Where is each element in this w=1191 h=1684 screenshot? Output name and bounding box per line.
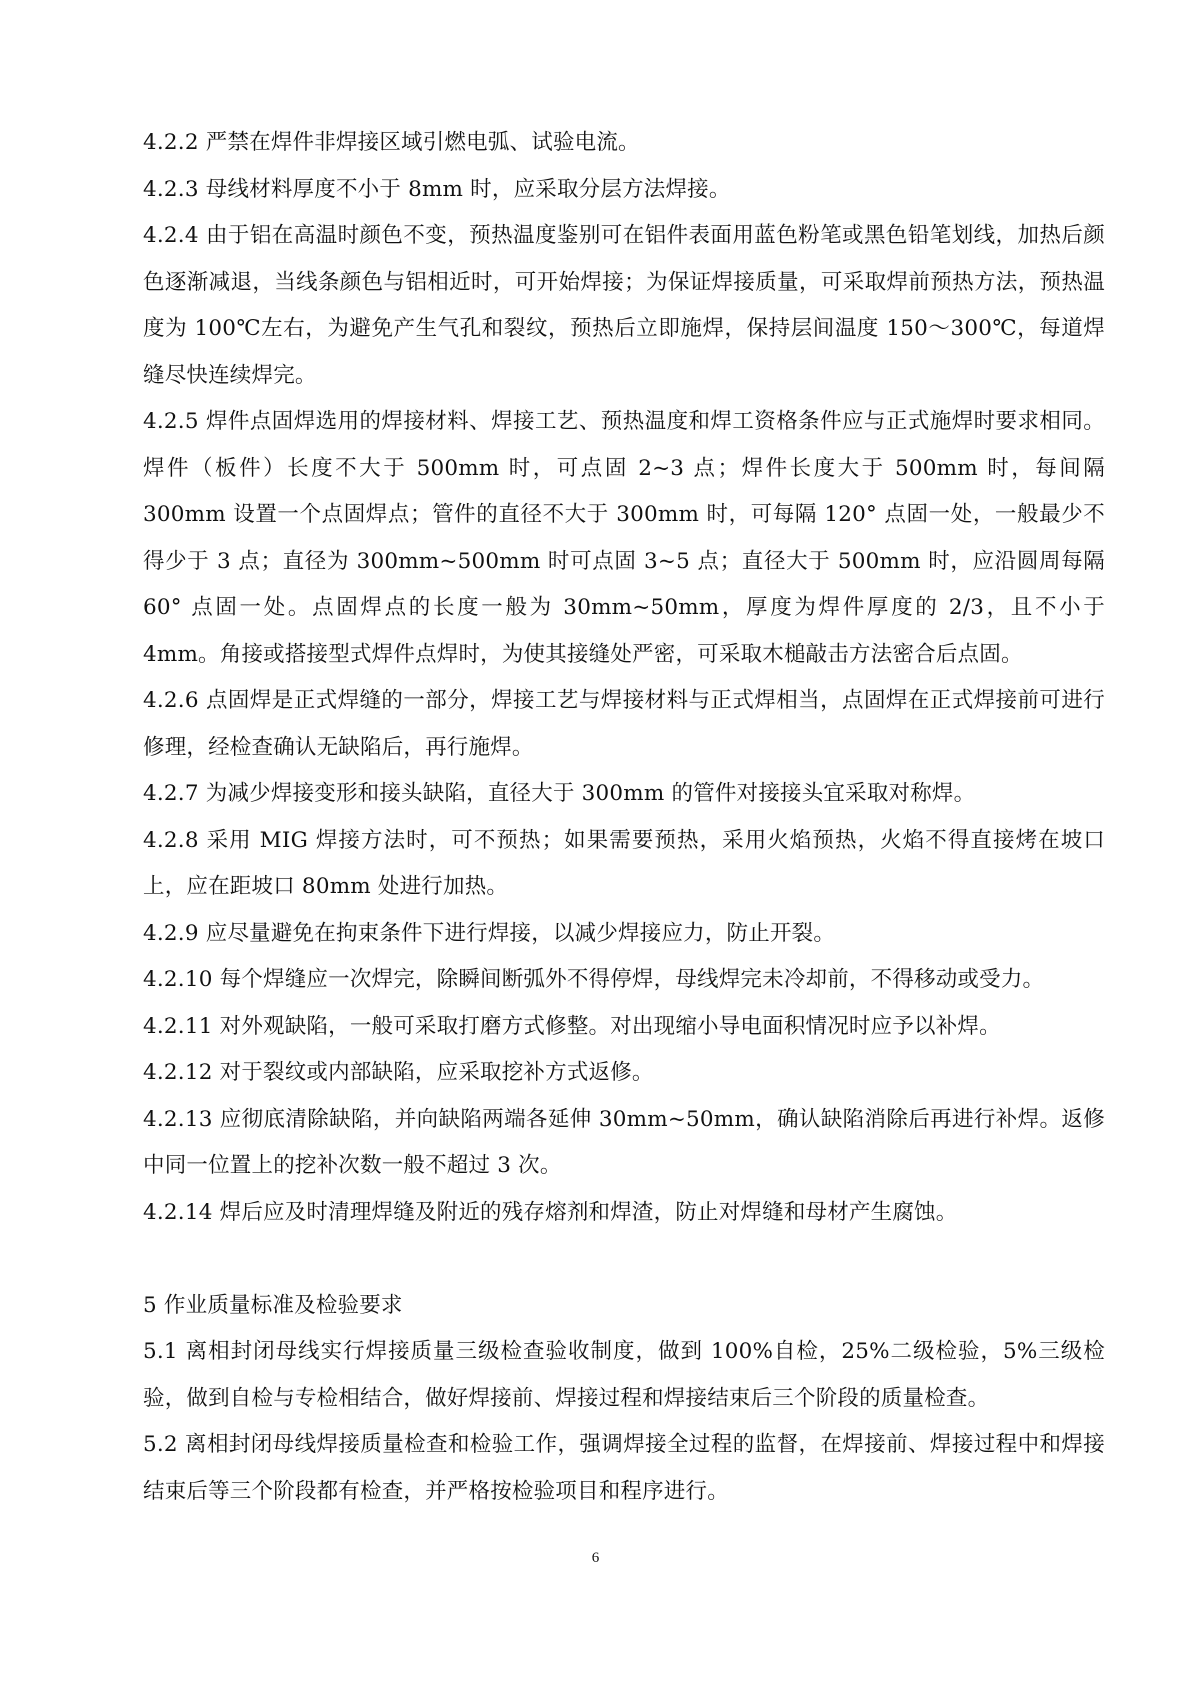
paragraph-4-2-11: 4.2.11 对外观缺陷，一般可采取打磨方式修整。对出现缩小导电面积情况时应予以补焊。 xyxy=(143,1013,1001,1039)
paragraph-5-1: 5.1 离相封闭母线实行焊接质量三级检查验收制度，做到 100%自检，25%二级检验，5%三级检验，做到自检与专检相结合，做好焊接前、焊接过程和焊接结束后三个阶段的质量检查。 xyxy=(143,1339,1105,1411)
paragraph-4-2-9: 4.2.9 应尽量避免在拘束条件下进行焊接，以减少焊接应力，防止开裂。 xyxy=(143,920,836,946)
paragraph-4-2-2: 4.2.2 严禁在焊件非焊接区域引燃电弧、试验电流。 xyxy=(143,130,640,155)
section-heading: 5 作业质量标准及检验要求 xyxy=(143,1292,403,1318)
paragraph-4-2-14: 4.2.14 焊后应及时清理焊缝及附近的残存熔剂和焊渣，防止对焊缝和母材产生腐蚀。 xyxy=(143,1199,958,1225)
paragraph-4-2-12: 4.2.12 对于裂纹或内部缺陷，应采取挖补方式返修。 xyxy=(143,1060,654,1085)
paragraph-4-2-10: 4.2.10 每个焊缝应一次焊完，除瞬间断弧外不得停焊，母线焊完未冷却前，不得移动或受力。 xyxy=(143,967,1045,992)
paragraph-4-2-8: 4.2.8 采用 MIG 焊接方法时，可不预热；如果需要预热，采用火焰预热，火焰不得直接烤在坡口上，应在距坡口 80mm 处进行加热。 xyxy=(143,827,1105,899)
document-body xyxy=(143,120,1105,1515)
page-number: 6 xyxy=(591,1550,600,1566)
paragraph-4-2-7: 4.2.7 为减少焊接变形和接头缺陷，直径大于 300mm 的管件对接接头宜采取对称焊。 xyxy=(143,781,976,806)
paragraph-4-2-3: 4.2.3 母线材料厚度不小于 8mm 时，应采取分层方法焊接。 xyxy=(143,176,731,202)
section-spacer xyxy=(143,1236,1105,1283)
paragraph-4-2-13: 4.2.13 应彻底清除缺陷，并向缺陷两端各延伸 30mm~50mm，确认缺陷消除后再进行补焊。返修中同一位置上的挖补次数一般不超过 3 次。 xyxy=(143,1106,1105,1178)
paragraph-4-2-5: 4.2.5 焊件点固焊选用的焊接材料、焊接工艺、预热温度和焊工资格条件应与正式施焊时要求相同。焊件（板件）长度不大于 500mm 时，可点固 2~3 点；焊件长度大于 500mm 时，每间隔 300mm 设置一个点固焊点；管件的直径不大于 300mm 时，可每隔 120° 点固一处，一般最少不得少于 3 点；直径为 300mm~500mm 时可点固 3~5 点；直径大于 500mm 时，应沿圆周每隔 60° 点固一处。点固焊点的长度一般为 30mm~50mm，厚度为焊件厚度的 2/3，且不小于 4mm。角接或搭接型式焊件点焊时，为使其接缝处严密，可采取木槌敲击方法密合后点固。 xyxy=(143,409,1105,667)
paragraph-4-2-6: 4.2.6 点固焊是正式焊缝的一部分，焊接工艺与焊接材料与正式焊相当，点固焊在正式焊接前可进行修理，经检查确认无缺陷后，再行施焊。 xyxy=(143,688,1105,760)
paragraph-4-2-4: 4.2.4 由于铝在高温时颜色不变，预热温度鉴别可在铝件表面用蓝色粉笔或黑色铅笔划线，加热后颜色逐渐减退，当线条颜色与铝相近时，可开始焊接；为保证焊接质量，可采取焊前预热方法，预热温度为 100℃左右，为避免产生气孔和裂纹，预热后立即施焊，保持层间温度 150～300℃，每道焊缝尽快连续焊完。 xyxy=(143,223,1105,388)
paragraph-5-2: 5.2 离相封闭母线焊接质量检查和检验工作，强调焊接全过程的监督，在焊接前、焊接过程中和焊接结束后等三个阶段都有检查，并严格按检验项目和程序进行。 xyxy=(143,1432,1105,1504)
